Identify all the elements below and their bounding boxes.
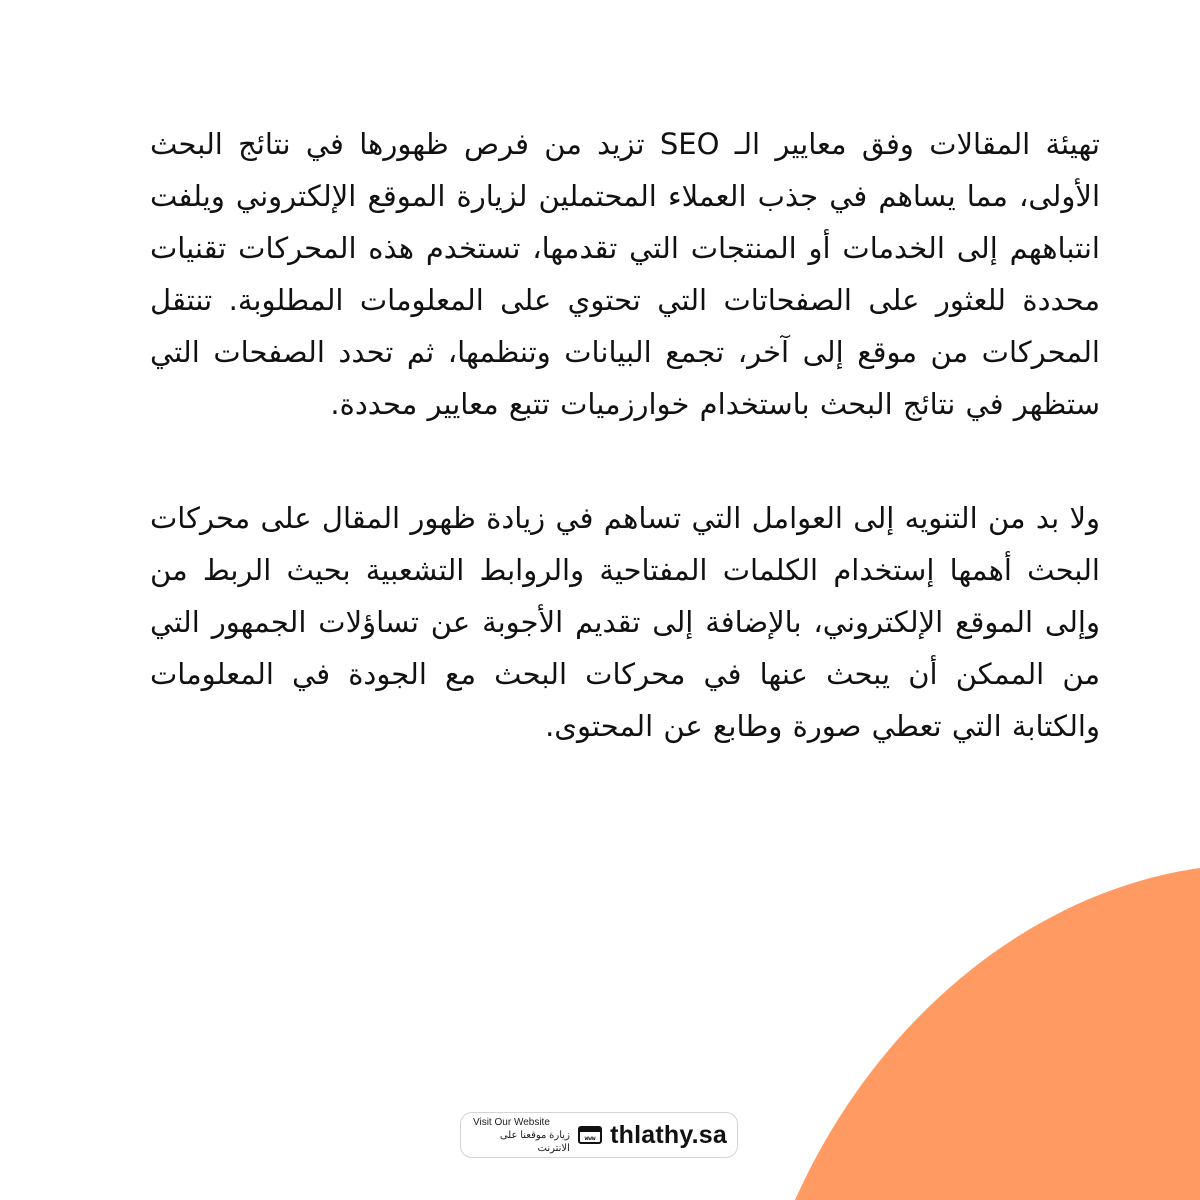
badge-caption-english: Visit Our Website	[473, 1116, 550, 1128]
www-icon	[578, 1126, 602, 1144]
paragraph-seo-intro: تهيئة المقالات وفق معايير الـ SEO تزيد من فرص ظهورها في نتائج البحث الأولى، مما يساهم في جذب العملاء المحتملين لزيارة الموقع الإلكتروني ويلفت انتباههم إلى الخدمات أو المنتجات التي تقدمها، تستخدم هذه المحركات تقنيات محددة للعثور على الصفحاتات التي تحتوي على المعلومات المطلوبة. تنتقل المحركات من موقع إلى آخر، تجمع البيانات وتنظمها، ثم تحدد الصفحات التي ستظهر في نتائج البحث باستخدام خوارزميات تتبع معايير محددة.	[150, 127, 1100, 421]
website-badge[interactable]	[460, 1112, 738, 1158]
paragraph-ranking-factors: ولا بد من التنويه إلى العوامل التي تساهم في زيادة ظهور المقال على محركات البحث أهمها إستخدام الكلمات المفتاحية والروابط التشعبية بحيث الربط من وإلى الموقع الإلكتروني، بالإضافة إلى تقديم الأجوبة عن تساؤلات الجمهور التي من الممكن أن يبحث عنها في محركات البحث مع الجودة في المعلومات والكتابة التي تعطي صورة وطابع عن المحتوى.	[150, 501, 1100, 743]
www-icon-label: www	[584, 1135, 596, 1142]
article-body	[150, 118, 1100, 752]
website-link[interactable]: thlathy.sa	[610, 1120, 727, 1149]
badge-caption-arabic: زيارة موقعنا على الانترنت	[499, 1129, 570, 1154]
badge-caption	[473, 1116, 570, 1155]
